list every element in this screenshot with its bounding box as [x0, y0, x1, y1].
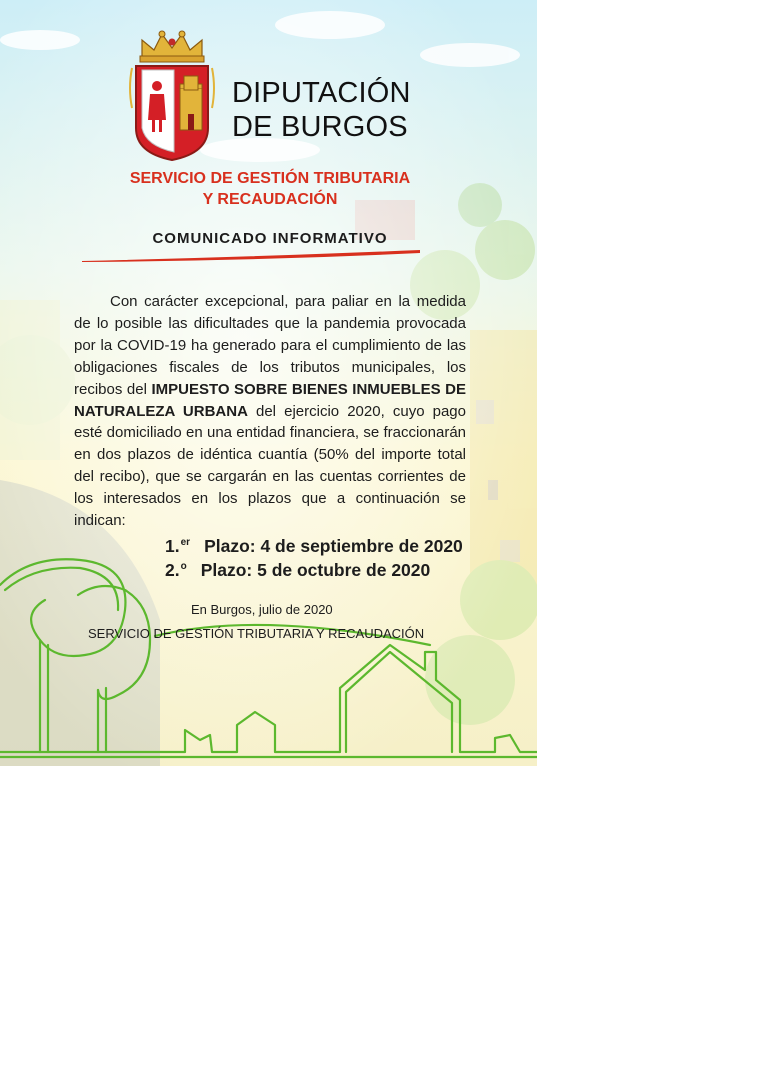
- notice-body-rest: del ejercicio 2020, cuyo pago esté domiciliado en una entidad financiera, se fraccionarán en dos plazos de idéntica cuantía (50% del importe total del recibo), que se cargarán en las cuentas corrientes de los interesados en los plazos que a continuación se indican:: [74, 402, 466, 530]
- service-title-line2: Y RECAUDACIÓN: [202, 191, 338, 208]
- service-title: [60, 168, 480, 210]
- coat-of-arms-icon: [124, 28, 220, 162]
- signature-line: SERVICIO DE GESTIÓN TRIBUTARIA Y RECAUDACIÓN: [88, 626, 425, 641]
- term-1-text: Plazo: 4 de septiembre de 2020: [204, 536, 463, 556]
- notice-tax-name: IMPUESTO SOBRE BIENES INMUEBLES DE NATURALEZA URBANA: [74, 380, 466, 420]
- notice-body-intro: Con carácter excepcional, para paliar en la medida de lo posible las dificultades que la pandemia provocada por la COVID-19 ha generado para el cumplimiento de las obligaciones fiscales de los tributos municipales, los recibos del: [74, 293, 466, 398]
- term-2-text: Plazo: 5 de octubre de 2020: [200, 560, 431, 580]
- term-2-suffix: o: [180, 561, 187, 572]
- organization-name: [232, 76, 482, 144]
- term-2-number: 2.: [165, 560, 180, 580]
- service-title-line1: SERVICIO DE GESTIÓN TRIBUTARIA: [129, 170, 411, 187]
- payment-term-1: [165, 536, 463, 557]
- organization-name-line2: DE BURGOS: [232, 111, 408, 143]
- notice-body: [74, 291, 466, 532]
- notice-heading: COMUNICADO INFORMATIVO: [152, 230, 388, 247]
- notice-poster: [0, 0, 537, 766]
- organization-name-line1: DIPUTACIÓN: [232, 77, 411, 109]
- place-and-date: En Burgos, julio de 2020: [191, 602, 333, 617]
- payment-term-2: [165, 560, 430, 581]
- heading-underline: [82, 248, 422, 264]
- term-1-suffix: er: [180, 537, 191, 548]
- term-1-number: 1.: [165, 536, 180, 556]
